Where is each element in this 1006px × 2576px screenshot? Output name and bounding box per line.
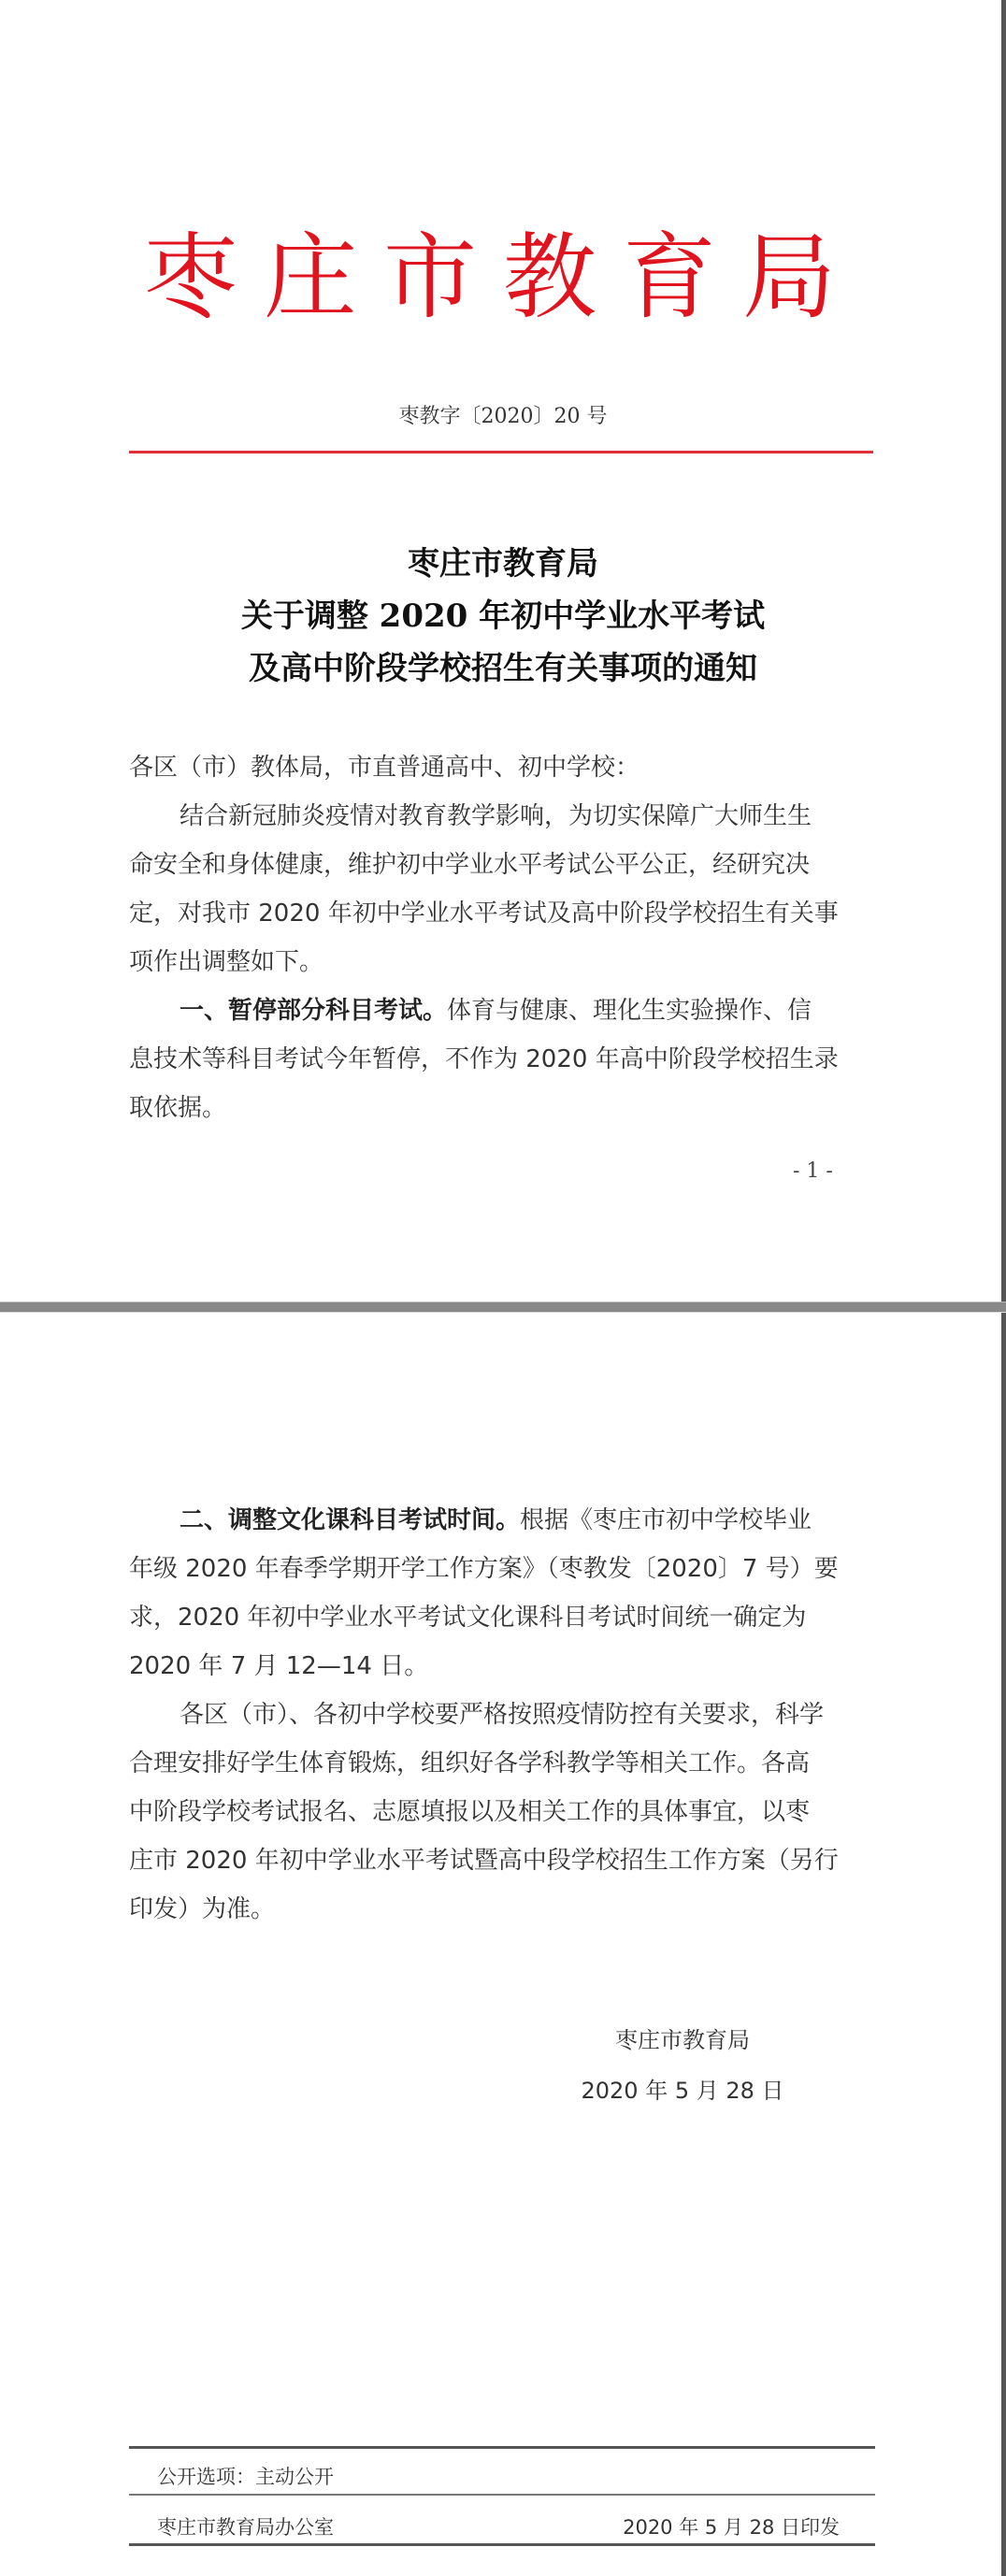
paragraph-3-line-3: 中阶段学校考试报名、志愿填报以及相关工作的具体事宜，以枣 [129, 1798, 811, 1826]
section-2-text: 根据《枣庄市初中学校毕业 [520, 1506, 812, 1534]
section-2-line-4: 2020 年 7 月 12—14 日。 [129, 1652, 429, 1680]
section-1-text: 体育与健康、理化生实验操作、信 [447, 997, 812, 1025]
section-1-line-3: 取依据。 [129, 1094, 227, 1122]
title-line-2: 关于调整 2020 年初中学业水平考试 [240, 597, 766, 635]
page-number: - 1 - [793, 1159, 833, 1183]
title-line-1: 枣庄市教育局 [408, 545, 598, 583]
footer-disclosure-row [157, 2462, 840, 2490]
section-1-heading: 一、暂停部分科目考试。 [180, 997, 448, 1025]
paragraph-3-line-5: 印发）为准。 [129, 1895, 276, 1923]
intro-line-4: 项作出调整如下。 [129, 948, 324, 976]
section-1-line-2: 息技术等科目考试今年暂停，不作为 2020 年高中阶段学校招生录 [129, 1045, 839, 1073]
notice-body-page-2 [129, 1496, 877, 1934]
red-separator-line [129, 451, 873, 453]
signature-org: 枣庄市教育局 [615, 2027, 750, 2053]
footer-line-middle [129, 2494, 875, 2496]
title-line-3: 及高中阶段学校招生有关事项的通知 [249, 650, 757, 687]
signature-block [561, 2015, 804, 2116]
section-2-line-2: 年级 2020 年春季学期开学工作方案》（枣教发〔2020〕7 号）要 [129, 1555, 839, 1583]
intro-line-3: 定，对我市 2020 年初中学业水平考试及高中阶段学校招生有关事 [129, 899, 839, 928]
disclosure-option: 公开选项：主动公开 [157, 2466, 334, 2488]
issuing-office: 枣庄市教育局办公室 [157, 2516, 334, 2539]
issuer-header: 枣庄市教育局 [144, 223, 862, 332]
notice-body-page-1 [129, 743, 877, 1132]
footer-line-bottom [129, 2543, 875, 2546]
footer-issue-row [157, 2512, 840, 2540]
notice-title [0, 538, 1006, 695]
footer-line-top [129, 2446, 875, 2449]
section-2-line-3: 求，2020 年初中学业水平考试文化课科目考试时间统一确定为 [129, 1604, 807, 1632]
print-date: 2020 年 5 月 28 日印发 [623, 2516, 840, 2539]
paragraph-3-line-4: 庄市 2020 年初中学业水平考试暨高中段学校招生工作方案（另行 [129, 1847, 839, 1875]
paragraph-3-line-1: 各区（市）、各初中学校要严格按照疫情防控有关要求，科学 [180, 1701, 825, 1729]
intro-line-1: 结合新冠肺炎疫情对教育教学影响，为切实保障广大师生生 [180, 802, 812, 830]
signature-date: 2020 年 5 月 28 日 [581, 2078, 784, 2104]
paragraph-3-line-2: 合理安排好学生体育锻炼，组织好各学科教学等相关工作。各高 [129, 1749, 811, 1777]
intro-line-2: 命安全和身体健康，维护初中学业水平考试公平公正，经研究决 [129, 851, 811, 879]
salutation: 各区（市）教体局，市直普通高中、初中学校： [129, 754, 640, 782]
document-number: 枣教字〔2020〕20 号 [398, 405, 608, 428]
page-divider [0, 1302, 1006, 1313]
section-2-first-line [129, 1496, 877, 1545]
section-2-heading: 二、调整文化课科目考试时间。 [180, 1506, 521, 1534]
section-1-first-line [129, 986, 877, 1035]
